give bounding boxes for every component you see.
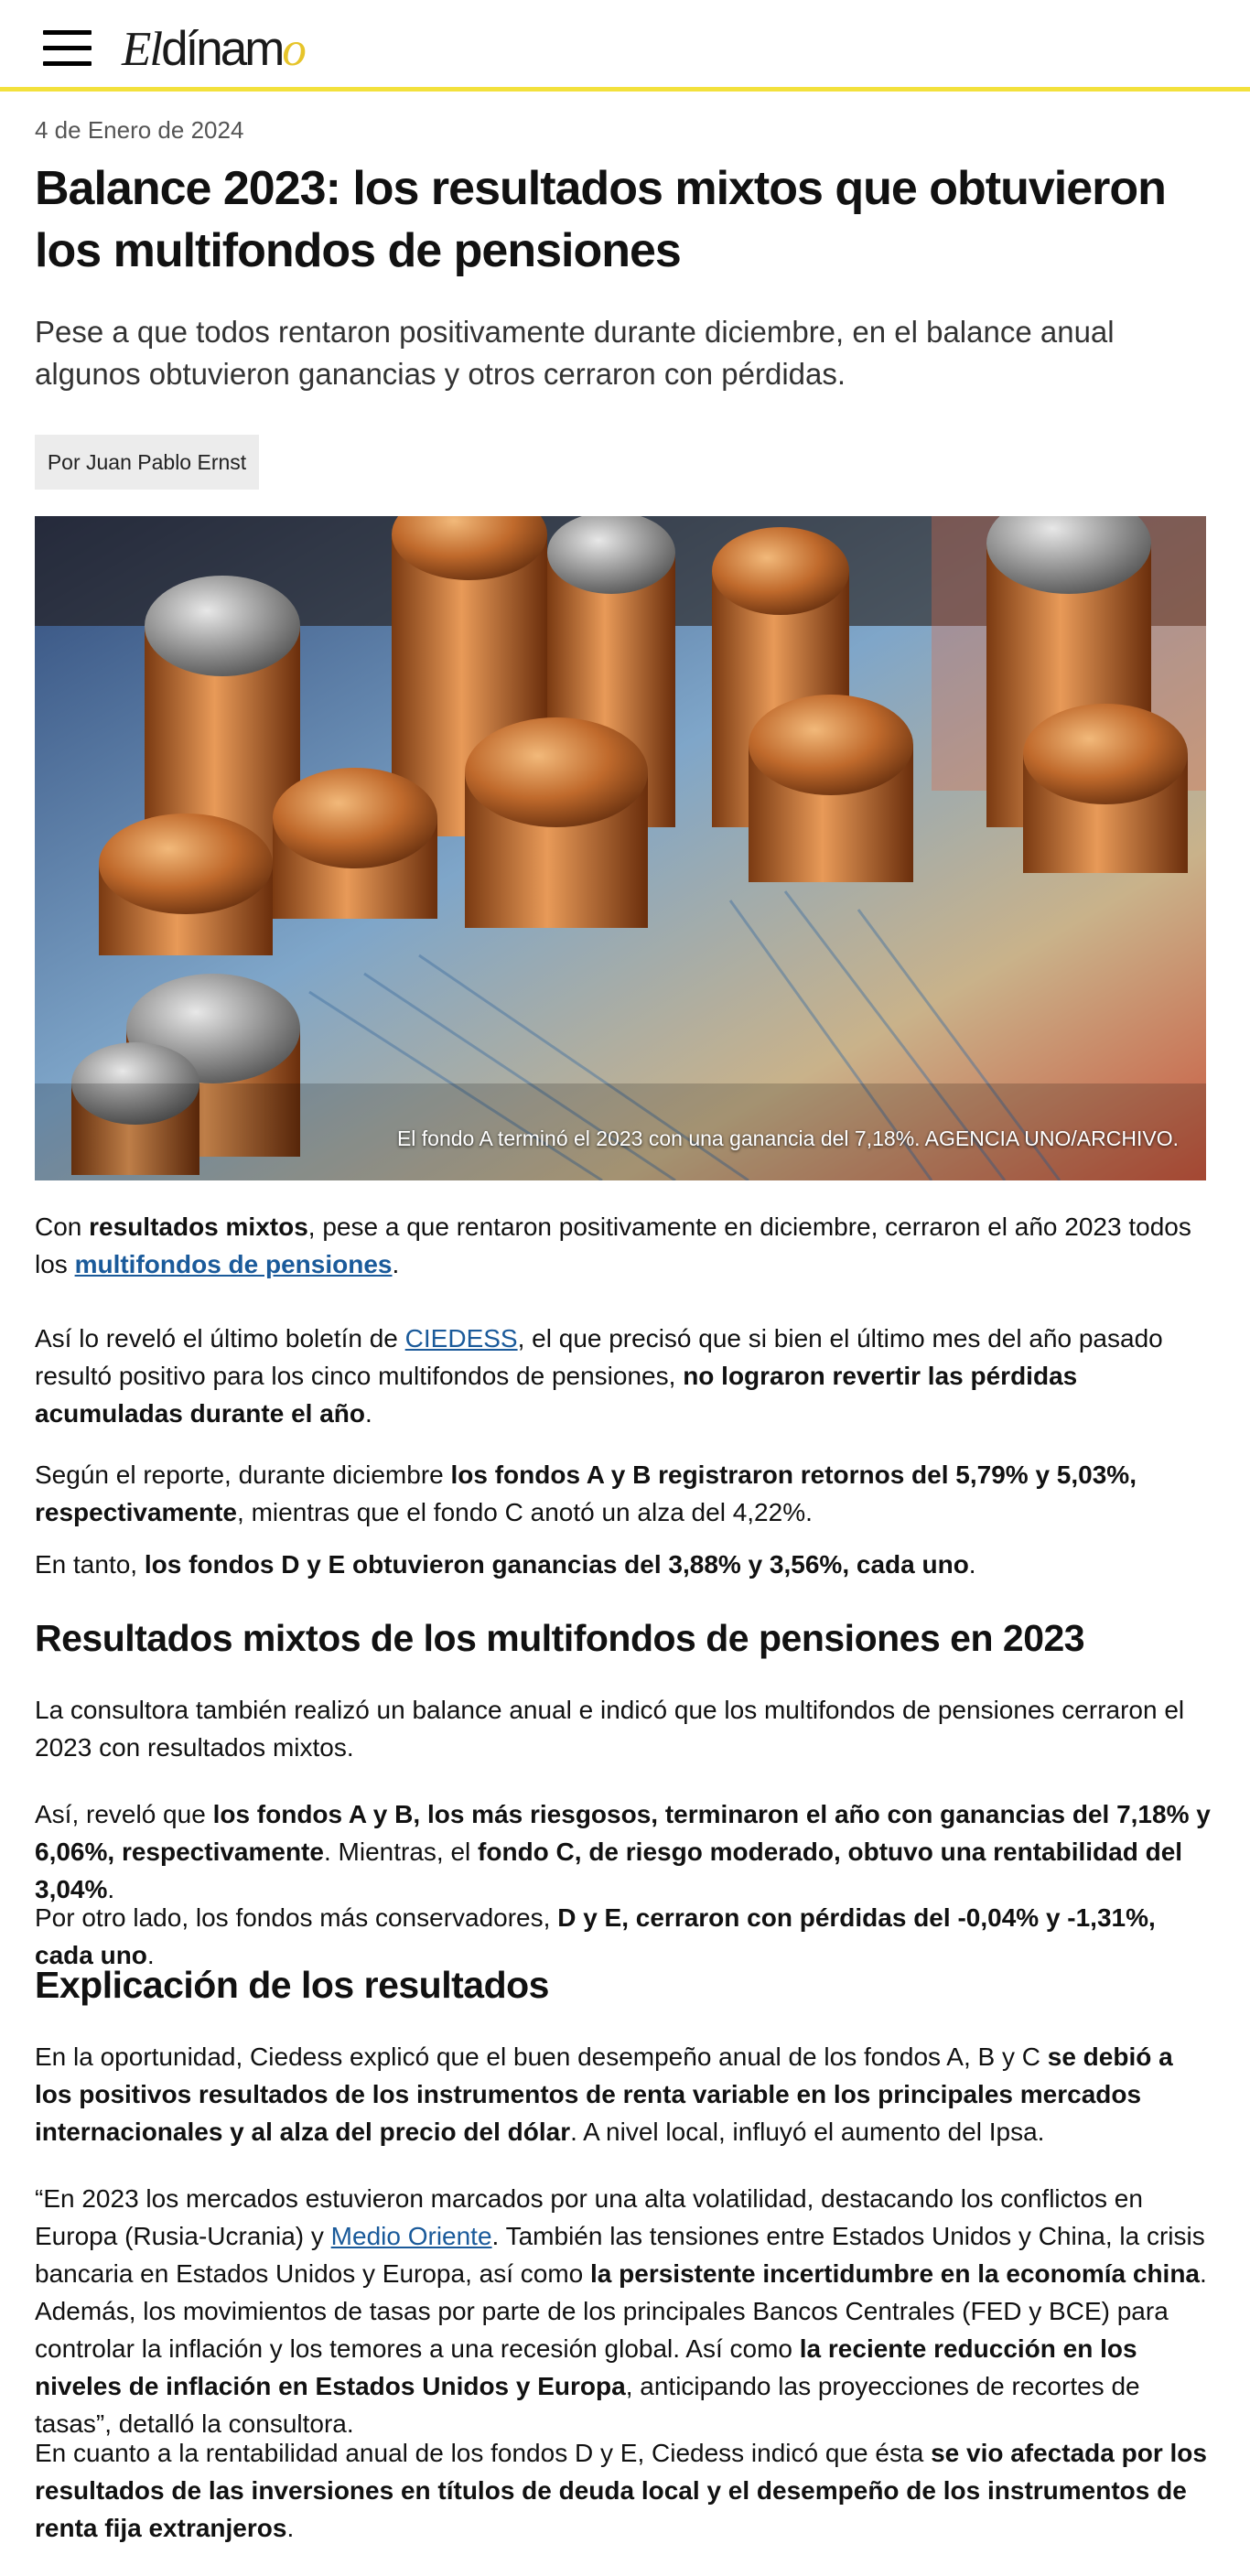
paragraph: La consultora también realizó un balance anual e indicó que los multifondos de pensiones cerraron el 2023 con resultados mixtos. [35, 1696, 1185, 1762]
article-title: Balance 2023: los resultados mixtos que obtuvieron los multifondos de pensiones [35, 162, 1166, 277]
section-heading: Explicación de los resultados [35, 1964, 549, 2006]
paragraph: Así, reveló que los fondos A y B, los más riesgosos, terminaron el año con ganancias del 7,18% y 6,06%, respectivamente. Mientras, el fondo C, de riesgo moderado, obtuvo una rentabilidad del 3,04%. [35, 1800, 1211, 1903]
paragraph: En cuanto a la rentabilidad anual de los fondos D y E, Ciedess indicó que ésta se vio afectada por los resultados de las inversiones en títulos de deuda local y el desempeño de los instrumentos de renta fija extranjeros. [35, 2439, 1207, 2542]
logo-el: El [122, 23, 162, 76]
hamburger-menu-icon[interactable] [43, 30, 92, 67]
site-logo[interactable] [122, 24, 305, 75]
paragraph: “En 2023 los mercados estuvieron marcados por una alta volatilidad, destacando los conflictos en Europa (Rusia-Ucrania) y Medio Oriente. También las tensiones entre Estados Unidos y China, la crisis bancaria en Estados Unidos y Europa, así como la persistente incertidumbre en la economía china. Además, los movimientos de tasas por parte de los principales Bancos Centrales (FED y BCE) para controlar la inflación y los temores a una recesión global. Así como la reciente reducción en los niveles de inflación en Estados Unidos y Europa, anticipando las proyecciones de recortes de tasas”, detalló la consultora. [35, 2184, 1207, 2438]
paragraph: En la oportunidad, Ciedess explicó que el buen desempeño anual de los fondos A, B y C se debió a los positivos resultados de los instrumentos de renta variable en los principales mercados internacionales y al alza del precio del dólar. A nivel local, influyó el aumento del Ipsa. [35, 2042, 1173, 2146]
article-date: 4 de Enero de 2024 [35, 116, 244, 144]
paragraph: Con resultados mixtos, pese a que rentaron positivamente en diciembre, cerraron el año 2023 todos los multifondos de pensiones. [35, 1213, 1191, 1278]
hero-image [35, 516, 1206, 1180]
article-lead: Pese a que todos rentaron positivamente durante diciembre, en el balance anual algunos obtuvieron ganancias y otros cerraron con pérdidas. [35, 315, 1115, 391]
link-ciedess[interactable]: CIEDESS [404, 1324, 518, 1353]
image-caption: El fondo A terminó el 2023 con una ganancia del 7,18%. AGENCIA UNO/ARCHIVO. [396, 1126, 1179, 1150]
paragraph: Según el reporte, durante diciembre los fondos A y B registraron retornos del 5,79% y 5,03%, respectivamente, mientras que el fondo C anotó un alza del 4,22%. [35, 1460, 1137, 1526]
link-multifondos[interactable]: multifondos de pensiones [74, 1250, 393, 1278]
logo-o: o [282, 23, 305, 76]
site-header [0, 0, 1250, 92]
section-heading: Resultados mixtos de los multifondos de pensiones en 2023 [35, 1617, 1085, 1659]
paragraph: En tanto, los fondos D y E obtuvieron ganancias del 3,88% y 3,56%, cada uno. [35, 1550, 976, 1579]
author-badge[interactable]: Por Juan Pablo Ernst [35, 435, 259, 490]
paragraph: Por otro lado, los fondos más conservadores, D y E, cerraron con pérdidas del -0,04% y -1,31%, cada uno. [35, 1903, 1156, 1969]
coins-photo [35, 516, 1206, 1180]
logo-dinam: dínam [161, 22, 283, 76]
paragraph: Así lo reveló el último boletín de CIEDESS, el que precisó que si bien el último mes del año pasado resultó positivo para los cinco multifondos de pensiones, no lograron revertir las pérdidas acumuladas durante el año. [35, 1324, 1163, 1428]
link-medio-oriente[interactable]: Medio Oriente [330, 2222, 492, 2250]
